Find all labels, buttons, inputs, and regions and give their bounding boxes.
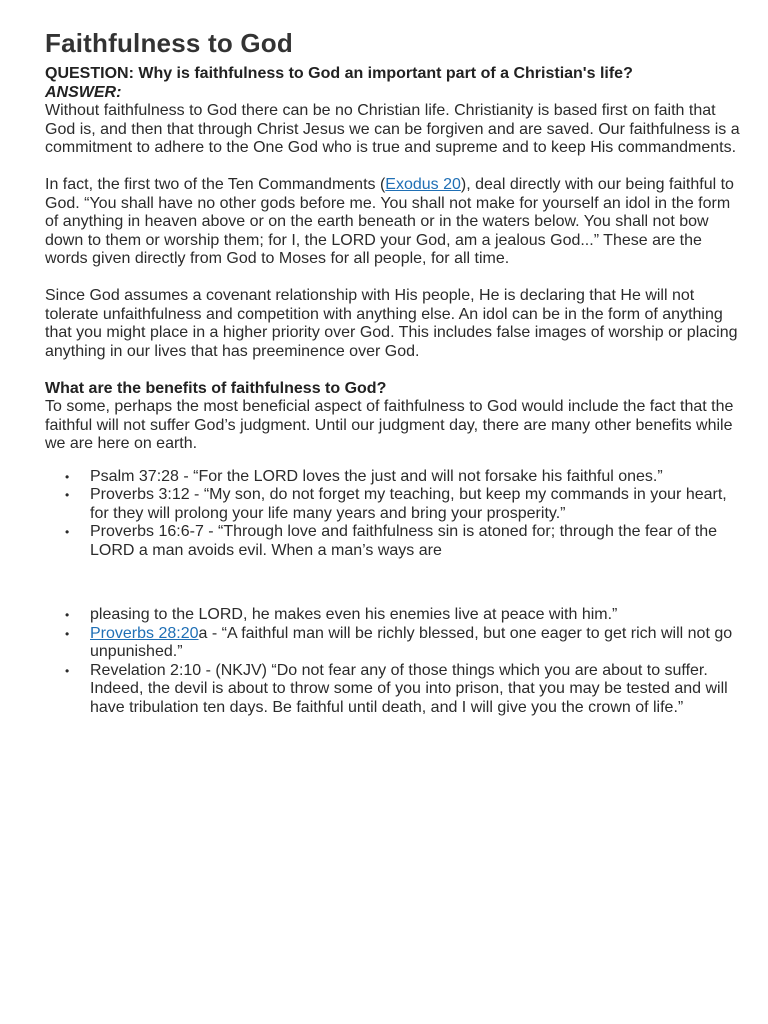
page-title: Faithfulness to God bbox=[45, 28, 293, 58]
answer-label: ANSWER: bbox=[45, 83, 122, 101]
list-item bbox=[45, 625, 745, 662]
benefits-subheading: What are the benefits of faithfulness to God? bbox=[45, 379, 387, 397]
list-item: • Psalm 37:28 - “For the LORD loves the just and will not forsake his faithful ones.” bbox=[45, 468, 745, 487]
question-text: QUESTION: Why is faithfulness to God an important part of a Christian's life? bbox=[45, 65, 633, 82]
benefits-list-continued bbox=[45, 606, 745, 717]
paragraph-commandments-rest: ), deal directly with our being faithful to God. “You shall have no other gods before me. You shall not make for yourself an idol in the form of anything in heaven above or on the earth beneath or in the waters below. You shall not bow down to them or worship them; for I, the LORD your God, am a jealous God...” These are the words given directly from God to Moses for all people, for all time. bbox=[45, 176, 734, 267]
paragraph-benefits: To some, perhaps the most beneficial aspect of faithfulness to God would include the fact that the faithful will not suffer God’s judgment. Until our judgment day, there are many other benefits while we are here on earth. bbox=[45, 398, 734, 452]
list-item: • Proverbs 16:6-7 - “Through love and faithfulness sin is atoned for; through the fear of the LORD a man avoids evil. When a man’s ways are bbox=[45, 523, 745, 560]
proverbs-28-20-link[interactable]: Proverbs 28:20 bbox=[90, 624, 199, 642]
list-item: • Proverbs 3:12 - “My son, do not forget my teaching, but keep my commands in your heart, for they will prolong your life many years and bring your prosperity.” bbox=[45, 486, 745, 523]
list-item-text: a - “A faithful man will be richly blessed, but one eager to get rich will not go unpunished.” bbox=[90, 624, 733, 660]
benefits-list bbox=[45, 468, 745, 561]
paragraph-commandments-lead: In fact, the first two of the Ten Commandments ( bbox=[45, 176, 386, 193]
document-body bbox=[45, 26, 745, 717]
paragraph-covenant: Since God assumes a covenant relationship with His people, He is declaring that He will not tolerate unfaithfulness and competition with anything else. An idol can be in the form of anything that you might place in a higher priority over God. This includes false images of worship or placing anything in our lives that has preeminence over God. bbox=[45, 287, 738, 360]
list-item: • Revelation 2:10 - (NKJV) “Do not fear any of those things which you are about to suffer. Indeed, the devil is about to throw some of you into prison, that you may be tested and will have tribulation ten days. Be faithful until death, and I will give you the crown of life.” bbox=[45, 662, 745, 718]
list-item: • pleasing to the LORD, he makes even his enemies live at peace with him.” bbox=[45, 606, 745, 625]
paragraph-commandments bbox=[45, 176, 745, 269]
paragraph-intro: Without faithfulness to God there can be no Christian life. Christianity is based first on faith that God is, and then that through Christ Jesus we can be forgiven and are saved. Our faithfulness is a commitment to adhere to the One God who is true and supreme and to keep His commandments. bbox=[45, 102, 740, 156]
exodus-20-link[interactable]: Exodus 20 bbox=[385, 176, 461, 193]
